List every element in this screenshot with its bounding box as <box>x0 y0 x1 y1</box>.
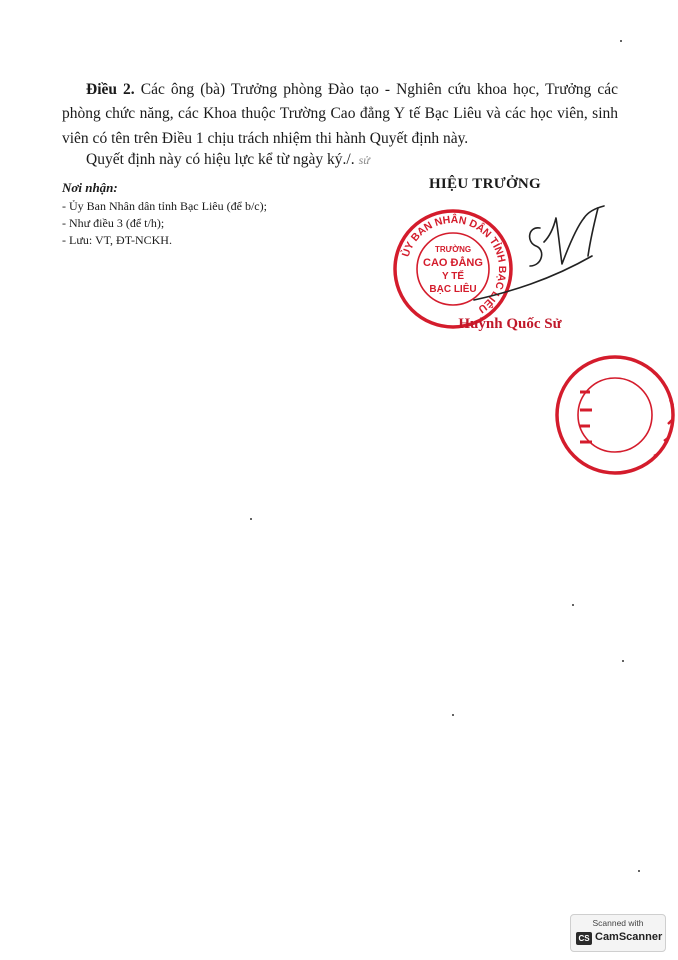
scan-speck <box>452 714 454 716</box>
seal-line: Y TẾ <box>441 271 465 282</box>
camscanner-logo-icon: CS <box>576 932 592 945</box>
recipient-item: - Như điều 3 (để t/h); <box>62 216 165 230</box>
recipient-item: - Ủy Ban Nhân dân tỉnh Bạc Liêu (để b/c); <box>62 199 267 213</box>
signatory-title: HIỆU TRƯỞNG <box>428 176 542 192</box>
article-2-text: Các ông (bà) Trưởng phòng Đào tạo - Nghiên cứu khoa học, Trưởng các phòng chức năng, các Khoa thuộc Trường Cao đẳng Y tế Bạc Liêu và các học viên, sinh viên có tên trên Điều 1 chịu trách nhiệm thi hành Quyết định này. <box>62 80 618 147</box>
scan-speck <box>620 40 622 42</box>
scan-speck <box>572 604 574 606</box>
seal-line: CAO ĐẲNG <box>423 257 483 269</box>
scan-speck <box>638 870 640 872</box>
seal-ring-text: ỦY BAN NHÂN DÂN TỈNH BẠC LIÊU <box>399 213 509 316</box>
article-2-label: Điều 2. <box>86 80 135 98</box>
handwritten-initials: sử <box>358 152 370 167</box>
scanner-brand: CamScanner <box>595 931 663 943</box>
scan-speck <box>250 518 252 520</box>
page-edge-seal-icon <box>552 352 678 478</box>
seal-line: TRƯỜNG <box>434 245 472 254</box>
scan-speck <box>622 660 624 662</box>
recipient-item: - Lưu: VT, ĐT-NCKH. <box>62 233 172 247</box>
handwritten-signature-icon <box>470 196 620 306</box>
seal-line: BẠC LIÊU <box>429 284 477 295</box>
effective-date-paragraph <box>62 148 382 173</box>
recipients-block <box>62 178 342 249</box>
camscanner-watermark <box>570 914 666 952</box>
signer-name: Huỳnh Quốc Sử <box>458 316 562 332</box>
recipients-title: Nơi nhận: <box>62 180 118 195</box>
scanner-caption: Scanned with <box>592 918 644 928</box>
article-2-paragraph <box>62 78 618 152</box>
effective-date-text: Quyết định này có hiệu lực kể từ ngày ký./. <box>86 150 355 168</box>
